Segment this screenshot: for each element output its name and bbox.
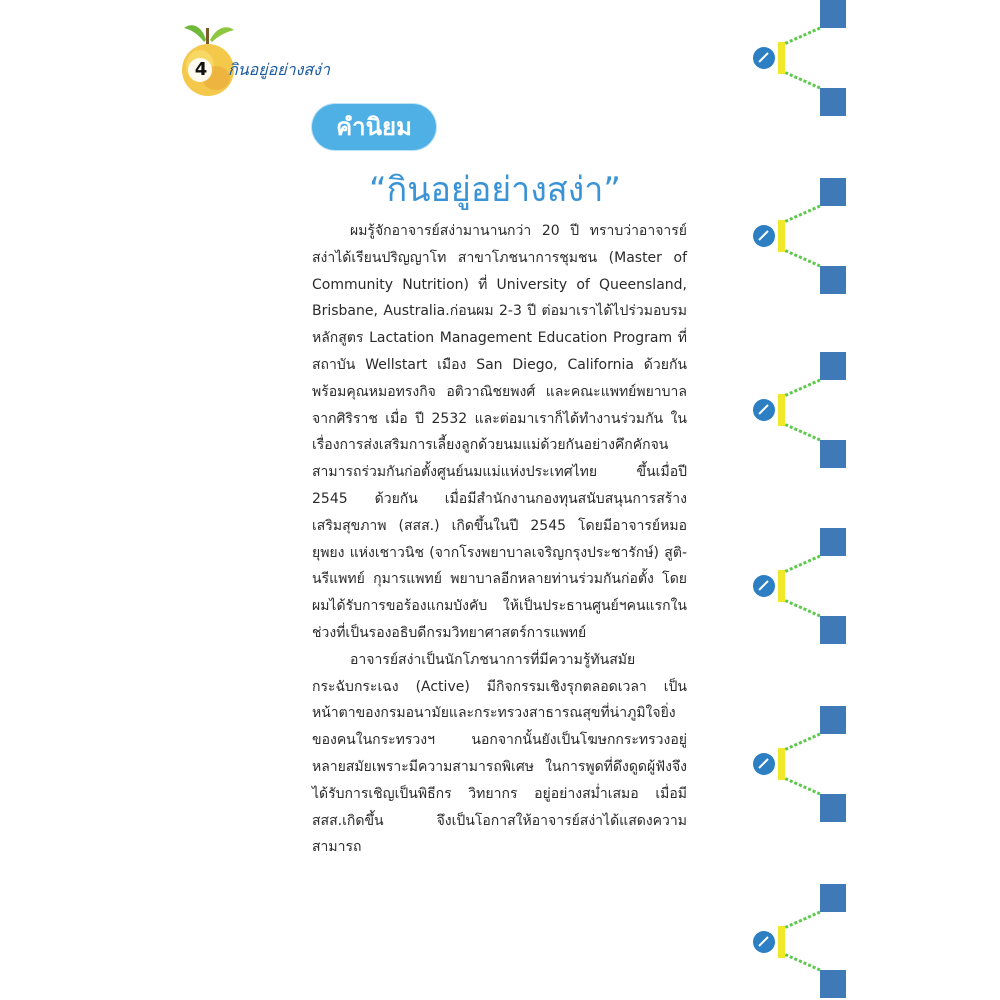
body-paragraph: อาจารย์สง่าเป็นนักโภชนาการที่มีความรู้ทันสมัย กระฉับกระเฉง (Active) มีกิจกรรมเชิงรุกตลอดเวลา เป็นหน้าตาของกรมอนามัยและกระทรวงสาธารณสุขที่น่าภูมิใจยิ่งของคนในกระทรวงฯ นอกจากนั้นยังเป็นโฆษกกระทรวงอยู่หลายสมัยเพราะมีความสามารถพิเศษ ในการพูดที่ดึงดูดผู้ฟังจึงได้รับการเชิญเป็นพิธีกร วิทยากร อยู่อย่างสม่ำเสมอ เมื่อมี สสส.เกิดขึ้น จึงเป็นโอกาสให้อาจารย์สง่าได้แสดงความสามารถ <box>312 651 687 856</box>
body-paragraph: ผมรู้จักอาจารย์สง่ามานานกว่า 20 ปี ทราบว่าอาจารย์สง่าได้เรียนปริญญาโท สาขาโภชนาการชุมชน (Master of Community Nutrition) ที่ University of Queensland, Brisbane, Australia.ก่อนผม 2-3 ปี ต่อมาเราได้ไปร่วมอบรมหลักสูตร Lactation Management Education Program ที่สถาบัน Wellstart เมือง San Diego, California ด้วยกันพร้อมคุณหมอทรงกิจ อติวาณิชยพงศ์ และคณะแพทย์พยาบาลจากศิริราช เมื่อ ปี 2532 และต่อมาเราก็ได้ทำงานร่วมกัน ในเรื่องการส่งเสริมการเลี้ยงลูกด้วยนมแม่ด้วยกันอย่างคึกคักจนสามารถร่วมกันก่อตั้งศูนย์นมแม่แห่งประเทศไทย ขึ้นเมื่อปี 2545 ด้วยกัน เมื่อมีสำนักงานกองทุนสนับสนุนการสร้างเสริมสุขภาพ (สสส.) เกิดขึ้นในปี 2545 โดยมีอาจารย์หมอยุพยง แห่งเชาวนิช (จากโรงพยาบาลเจริญกรุงประชารักษ์) สูติ-นรีแพทย์ กุมารแพทย์ พยาบาลอีกหลายท่านร่วมกันก่อตั้ง โดยผมได้รับการขอร้องแกมบังคับ ให้เป็นประธานศูนย์ฯคนแรกในช่วงที่เป็นรองอธิบดีกรมวิทยาศาสตร์การแพทย์ <box>312 223 687 641</box>
kite-string-decoration <box>753 884 846 998</box>
article-title: “กินอยู่อย่างสง่า” <box>369 170 621 210</box>
kite-string-decoration <box>753 706 846 822</box>
kite-string-decoration <box>753 178 846 294</box>
page-header <box>178 18 378 98</box>
page-number: 4 <box>194 59 208 80</box>
article-body <box>312 218 687 861</box>
section-badge: คำนิยม <box>312 104 436 150</box>
kite-string-decoration <box>753 352 846 468</box>
decorative-rail <box>740 0 850 1000</box>
running-title: กินอยู่อย่างสง่า <box>228 60 330 79</box>
kite-string-decoration <box>753 0 846 116</box>
kite-string-decoration <box>753 528 846 644</box>
